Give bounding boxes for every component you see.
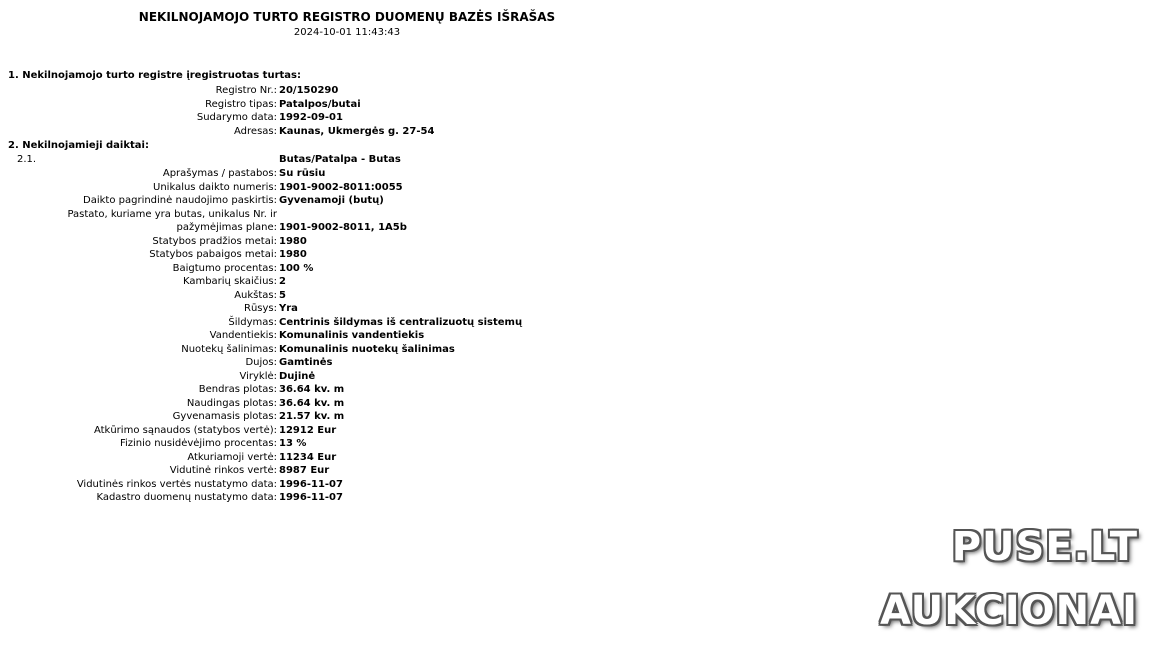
- field-row: [0, 194, 1152, 208]
- field-row: [0, 302, 1152, 316]
- field-value: Dujinė: [279, 370, 316, 382]
- field-row: [0, 356, 1152, 370]
- field-label: Vandentiekis:: [209, 330, 277, 341]
- item-title: Butas/Patalpa - Butas: [279, 154, 401, 165]
- field-value: 12912 Eur: [279, 424, 337, 436]
- field-row: [0, 451, 1152, 465]
- field-label: Kadastro duomenų nustatymo data:: [96, 492, 277, 503]
- field-label: Vidutinės rinkos vertės nustatymo data:: [76, 478, 277, 490]
- item-number: 2.1.: [17, 154, 37, 165]
- field-value: Kaunas, Ukmergės g. 27-54: [279, 125, 435, 137]
- field-label: Aprašymas / pastabos:: [162, 168, 277, 179]
- field-value: 1901-9002-8011:0055: [279, 181, 403, 193]
- section-2-heading: 2. Nekilnojamieji daiktai:: [8, 140, 149, 151]
- field-label: Atkuriamoji vertė:: [187, 451, 277, 463]
- field-row: [0, 437, 1152, 451]
- field-row: [0, 275, 1152, 289]
- field-value: Yra: [279, 303, 298, 314]
- document-timestamp: 2024-10-01 11:43:43: [293, 27, 401, 38]
- field-value: 2: [279, 276, 286, 287]
- field-label: Nuotekų šalinimas:: [181, 343, 277, 355]
- field-label: Unikalus daikto numeris:: [153, 181, 277, 193]
- field-label: Sudarymo data:: [196, 112, 277, 123]
- field-label: Aukštas:: [234, 289, 277, 301]
- field-label: Baigtumo procentas:: [172, 262, 277, 274]
- field-value: 1980: [279, 249, 307, 260]
- field-label: Registro Nr.:: [215, 85, 277, 96]
- field-row: [0, 397, 1152, 411]
- field-value: 1992-09-01: [279, 112, 343, 123]
- field-row: [0, 464, 1152, 478]
- field-label: Statybos pabaigos metai:: [149, 249, 277, 260]
- field-value: Komunalinis nuotekų šalinimas: [279, 343, 455, 355]
- field-value: 36.64 kv. m: [279, 397, 345, 409]
- field-label: Kambarių skaičius:: [182, 276, 277, 287]
- field-value: Gamtinės: [279, 357, 333, 368]
- field-label: Naudingas plotas:: [186, 397, 277, 409]
- field-value: 20/150290: [279, 85, 339, 96]
- field-row: [0, 478, 1152, 492]
- document-title: NEKILNOJAMOJO TURTO REGISTRO DUOMENŲ BAZĖS IŠRAŠAS: [138, 10, 556, 24]
- field-label: Šildymas:: [228, 316, 277, 328]
- field-value: 21.57 kv. m: [279, 411, 345, 422]
- field-value: 36.64 kv. m: [279, 384, 345, 395]
- field-row: [0, 181, 1152, 195]
- watermark-line-2: AUKCIONAI: [880, 588, 1138, 634]
- field-row: [0, 84, 1152, 98]
- field-row: [0, 383, 1152, 397]
- section-2-item-row: [0, 153, 1152, 167]
- field-value: Centrinis šildymas iš centralizuotų sistemų: [279, 316, 523, 328]
- field-label: Registro tipas:: [205, 98, 277, 110]
- field-row: [0, 410, 1152, 424]
- field-value: Komunalinis vandentiekis: [279, 330, 425, 341]
- field-label: Pastato, kuriame yra butas, unikalus Nr. ir: [67, 208, 277, 220]
- field-label: Vidutinė rinkos vertė:: [169, 465, 277, 476]
- field-value: Su rūsiu: [279, 168, 326, 179]
- field-row: [0, 125, 1152, 139]
- field-value: 5: [279, 289, 286, 301]
- field-row: [0, 370, 1152, 384]
- field-value: 100 %: [279, 262, 314, 274]
- field-row: [0, 235, 1152, 249]
- field-row: [0, 262, 1152, 276]
- field-row: [0, 491, 1152, 505]
- field-row: [0, 208, 1152, 222]
- field-label: Rūsys:: [244, 303, 277, 314]
- field-row: [0, 343, 1152, 357]
- field-row: [0, 167, 1152, 181]
- field-label: pažymėjimas plane:: [176, 222, 277, 233]
- field-label: Gyvenamasis plotas:: [172, 411, 277, 422]
- field-value: 11234 Eur: [279, 451, 337, 463]
- field-value: 1901-9002-8011, 1A5b: [279, 222, 407, 233]
- field-value: 1996-11-07: [279, 478, 343, 490]
- field-label: Adresas:: [234, 125, 277, 137]
- field-value: 8987 Eur: [279, 465, 330, 476]
- field-value: 1980: [279, 235, 307, 247]
- field-row: [0, 289, 1152, 303]
- section-1-heading: 1. Nekilnojamojo turto registre įregistruotas turtas:: [8, 70, 301, 81]
- field-label: Viryklė:: [239, 370, 277, 382]
- field-value: Gyvenamoji (butų): [279, 195, 384, 206]
- field-label: Bendras plotas:: [198, 384, 277, 395]
- field-label: Statybos pradžios metai:: [152, 235, 277, 247]
- field-value: 1996-11-07: [279, 492, 343, 503]
- field-row: [0, 316, 1152, 330]
- field-row: [0, 111, 1152, 125]
- field-label: Atkūrimo sąnaudos (statybos vertė):: [93, 424, 277, 436]
- field-row: [0, 424, 1152, 438]
- field-label: Fizinio nusidėvėjimo procentas:: [119, 438, 277, 449]
- field-row: [0, 329, 1152, 343]
- watermark-line-1: PUSE.LT: [951, 524, 1138, 570]
- field-row: [0, 98, 1152, 112]
- field-label: Dujos:: [245, 357, 277, 368]
- field-value: Patalpos/butai: [279, 98, 361, 110]
- field-row: [0, 248, 1152, 262]
- field-label: Daikto pagrindinė naudojimo paskirtis:: [83, 195, 277, 206]
- field-value: 13 %: [279, 438, 307, 449]
- field-row: [0, 221, 1152, 235]
